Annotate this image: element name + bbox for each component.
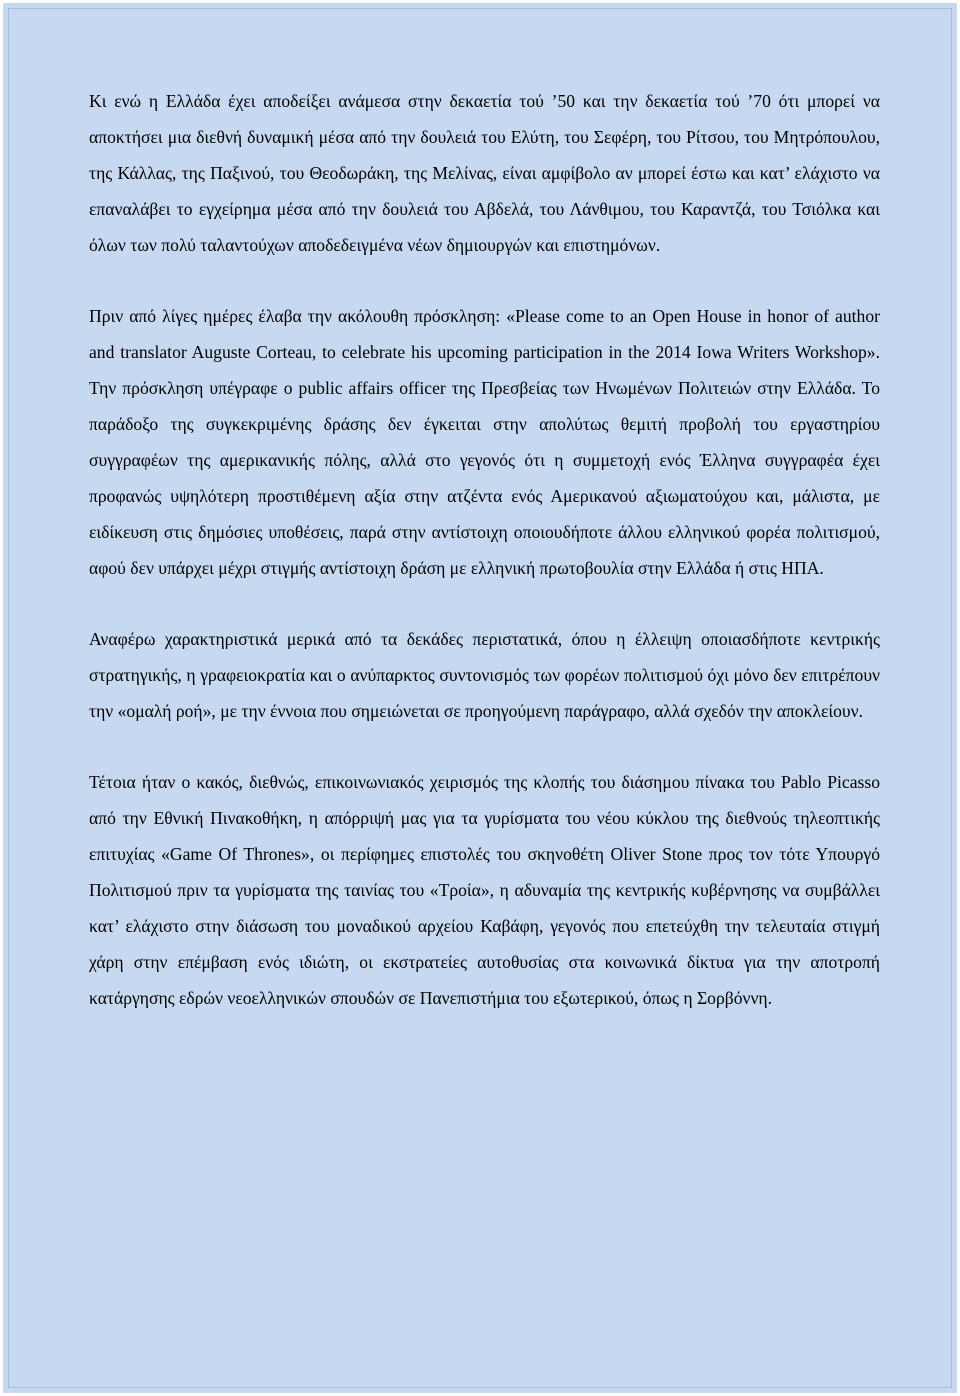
document-body [89,83,880,1051]
paragraph-4: Τέτοια ήταν ο κακός, διεθνώς, επικοινωνιακός χειρισμός της κλοπής του διάσημου πίνακα του Pablo Picasso από την Εθνική Πινακοθήκη, η απόρριψή μας για τα γυρίσματα του νέου κύκλου της διεθνούς τηλεοπτικής επιτυχίας «Game Of Thrones», οι περίφημες επιστολές του σκηνοθέτη Oliver Stone προς τον τότε Υπουργό Πολιτισμού πριν τα γυρίσματα της ταινίας του «Τροία», η αδυναμία της κεντρικής κυβέρνησης να συμβάλλει κατ’ ελάχιστο στην διάσωση του μοναδικού αρχείου Καβάφη, γεγονός που επετεύχθη την τελευταία στιγμή χάρη στην επέμβαση ενός ιδιώτη, οι εκστρατείες αυτοθυσίας στα κοινωνικά δίκτυα για την αποτροπή κατάργησης εδρών νεοελληνικών σπουδών σε Πανεπιστήμια του εξωτερικού, όπως η Σορβόννη. [89,772,880,1008]
paragraph-1: Κι ενώ η Ελλάδα έχει αποδείξει ανάμεσα στην δεκαετία τού ’50 και την δεκαετία τού ’70 ότι μπορεί να αποκτήσει μια διεθνή δυναμική μέσα από την δουλειά του Ελύτη, του Σεφέρη, του Ρίτσου, του Μητρόπουλου, της Κάλλας, της Παξινού, του Θεοδωράκη, της Μελίνας, είναι αμφίβολο αν μπορεί έστω και κατ’ ελάχιστο να επαναλάβει το εγχείρημα μέσα από την δουλειά του Αβδελά, του Λάνθιμου, του Καραντζά, του Τσιόλκα και όλων των πολύ ταλαντούχων αποδεδειγμένα νέων δημιουργών και επιστημόνων. [89,91,880,255]
paragraph-2: Πριν από λίγες ημέρες έλαβα την ακόλουθη πρόσκληση: «Please come to an Open House in honor of author and translator Auguste Corteau, to celebrate his upcoming participation in the 2014 Iowa Writers Workshop». Την πρόσκληση υπέγραφε ο public affairs officer της Πρεσβείας των Ηνωμένων Πολιτειών στην Ελλάδα. Το παράδοξο της συγκεκριμένης δράσης δεν έγκειται στην απολύτως θεμιτή προβολή του εργαστηρίου συγγραφέων της αμερικανικής πόλης, αλλά στο γεγονός ότι η συμμετοχή ενός Έλληνα συγγραφέα έχει προφανώς υψηλότερη προστιθέμενη αξία στην ατζέντα ενός Αμερικανού αξιωματούχου και, μάλιστα, με ειδίκευση στις δημόσιες υποθέσεις, παρά στην αντίστοιχη οποιουδήποτε άλλου ελληνικού φορέα πολιτισμού, αφού δεν υπάρχει μέχρι στιγμής αντίστοιχη δράση με ελληνική πρωτοβουλία στην Ελλάδα ή στις ΗΠΑ. [89,306,880,578]
paragraph-3: Αναφέρω χαρακτηριστικά μερικά από τα δεκάδες περιστατικά, όπου η έλλειψη οποιασδήποτε κεντρικής στρατηγικής, η γραφειοκρατία και ο ανύπαρκτος συντονισμός των φορέων πολιτισμού όχι μόνο δεν επιτρέπουν την «ομαλή ροή», με την έννοια που σημειώνεται σε προηγούμενη παράγραφο, αλλά σχεδόν την αποκλείουν. [89,629,880,721]
